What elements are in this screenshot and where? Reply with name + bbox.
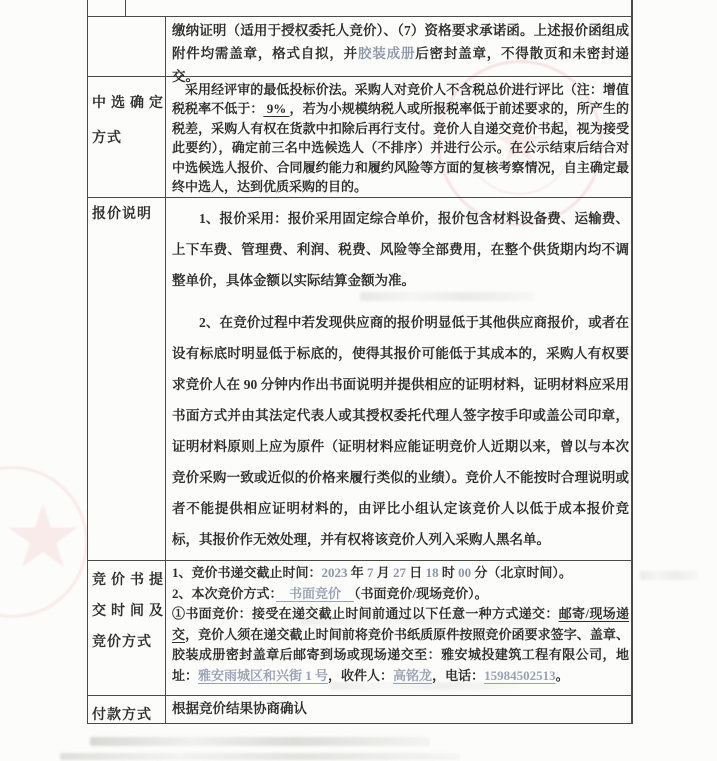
bleed-smudge xyxy=(90,737,430,746)
row-content-payment-method xyxy=(172,699,629,719)
table-row-divider xyxy=(87,197,633,198)
bleed-smudge xyxy=(60,753,460,760)
row-content-quotation-explanation xyxy=(172,203,629,555)
paragraph: ①书面竞价：接受在递交截止时间前通过以下任意一种方式递交：邮寄/现场递交，竞价人须在递交截止时间前将竞价书纸质原件按照竞价函要求签字、盖章、胶装成册密封盖章后邮寄到场或现场递交至：雅安城投建筑工程有限公司，地址：雅安雨城区和兴街 1 号，收件人：高铭龙，电话：15984502513。 xyxy=(172,606,629,683)
paragraph: 缴纳证明（适用于授权委托人竞价）、（7）资格要求承诺函。上述报价函组成附件均需盖章，格式自拟，并胶装成册后密封盖章，不得散页和未密封递交。 xyxy=(172,23,630,84)
paragraph: 2、在竞价过程中若发现供应商的报价明显低于其他供应商报价，或者在设有标底时明显低于标底的，使得其报价可能低于其成本的，采购人有权要求竞价人在 90 分钟内作出书面说明并提供相应的证明材料，证明材料应采用书面方式并由其法定代表人或其授权委托代理人签字按手印或盖公司印章，证明材料原则上应为原件（证明材料应能证明竞价人近期以来，曾以与本次竞价采购一致或近似的价格来履行类似的业绩）。竞价人不能按时合理说明或者不能提供相应证明材料的，由评比小组认定该竞价人以低于成本报价竞标，其报价作无效处理，并有权将该竞价人列入采购人黑名单。 xyxy=(172,315,629,547)
row-content-quotation-letter-requirements xyxy=(172,19,629,88)
paragraph: 1、报价采用：报价采用固定综合单价，报价包含材料设备费、运输费、上下车费、管理费、利润、税费、风险等全部费用，在整个供货期内均不调整单价，具体金额以实际结算金额为准。 xyxy=(172,211,629,288)
red-seal-star-icon xyxy=(7,503,79,573)
bleed-smudge xyxy=(640,571,698,580)
row-content-submission-time-method xyxy=(172,563,629,686)
table-row-divider xyxy=(87,560,633,561)
table-border-left xyxy=(87,0,88,723)
row-label-quotation-explanation: 报价说明 xyxy=(92,207,152,222)
row-label-payment-method: 付款方式 xyxy=(92,708,152,723)
table-border-right xyxy=(631,0,633,723)
row-label-submission-time-method: 竞价书提交时间及竞价方式 xyxy=(92,573,164,650)
table-divider-stub-top xyxy=(125,0,126,16)
table-border-bottom xyxy=(87,723,633,724)
table-row-divider xyxy=(87,16,633,17)
row-content-selection-method xyxy=(172,80,629,196)
paragraph: 根据竞价结果协商确认 xyxy=(172,701,307,716)
red-seal-stamp-left-margin xyxy=(0,466,88,618)
paragraph: 2、本次竞价方式： 书面竞价 （书面竞价/现场竞价）。 xyxy=(172,585,488,601)
table-column-divider xyxy=(165,16,166,723)
paragraph: 采用经评审的最低投标价法。采购人对竞价人不含税总价进行评比（注：增值税税率不低于： 9% ，若为小规模纳税人或所报税率低于前述要求的，所产生的税差，采购人有权在货款中扣除后再行支付。竞价人自递交竞价书起，视为接受此要约），确定前三名中选候选人（不排序）并进行公示。在公示结束后结合对中选候选人报价、合同履约能力和履约风险等方面的复核考察情况，自主确定最终中选人，达到优质采购的目的。 xyxy=(172,82,629,195)
paragraph: 1、竞价书递交截止时间：2023 年 7 月 27 日 18 时 00 分（北京时间）。 xyxy=(172,565,572,580)
row-label-selection-method: 中选确定方式 xyxy=(92,96,164,146)
table-row-divider xyxy=(87,695,633,696)
